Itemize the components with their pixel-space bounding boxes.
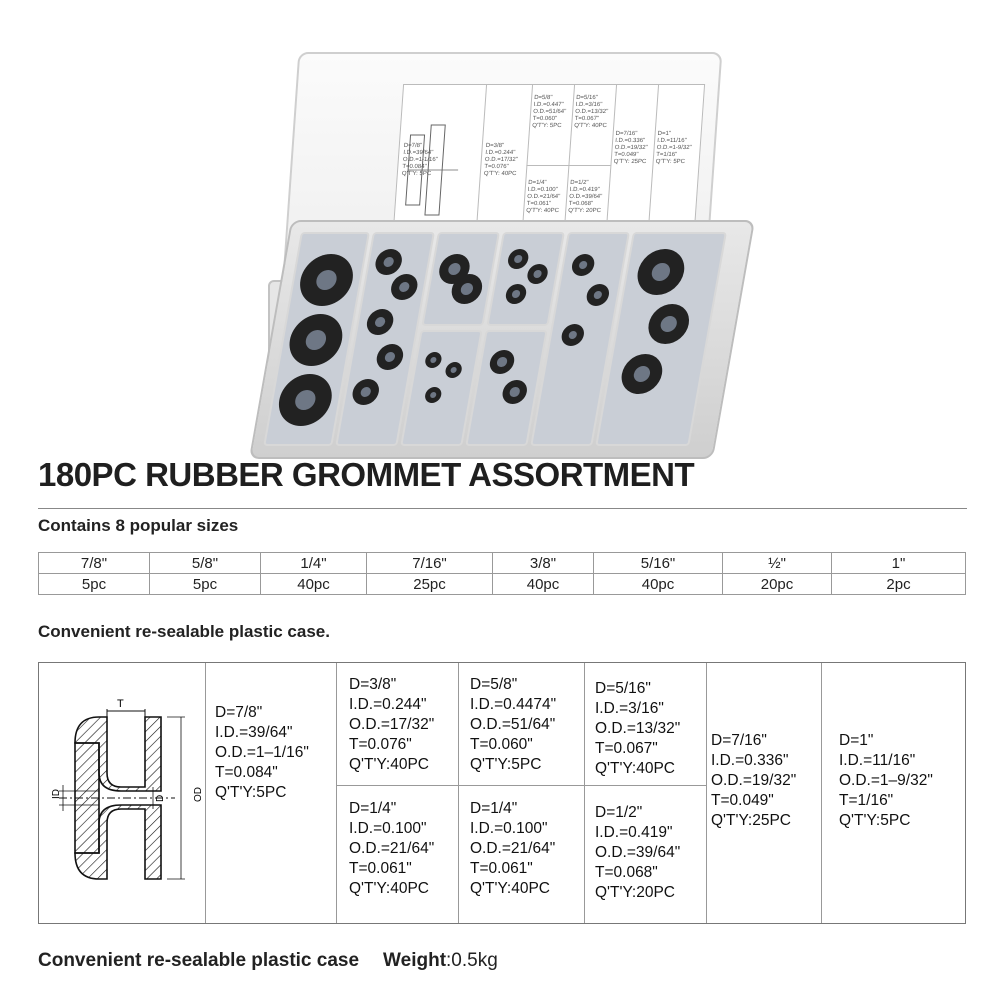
- title-divider: [38, 508, 967, 509]
- spec-line: T=0.060": [532, 116, 558, 122]
- spec-line: O.D.=17/32": [484, 157, 518, 163]
- spec-line: D=1/4": [527, 180, 547, 186]
- spec-line: T=0.084": [402, 164, 427, 170]
- diagram-label-d: D: [155, 794, 166, 802]
- count-cell: 5pc: [150, 574, 261, 595]
- lid-text-block: [613, 131, 648, 166]
- grommet: [506, 249, 530, 269]
- spec-line: T=0.061": [349, 860, 412, 877]
- lid-label-row: [526, 165, 610, 166]
- spec-line: Q'T'Y: 40PC: [573, 123, 608, 129]
- spec-line: T=0.067": [574, 116, 600, 122]
- spec-line: I.D.=11/16": [839, 752, 916, 769]
- spec-line: D=1/4": [349, 800, 397, 817]
- grommet: [585, 284, 611, 306]
- size-cell: 7/8": [39, 553, 150, 574]
- spec-table: [38, 662, 966, 924]
- spec-line: D=1": [657, 131, 672, 137]
- spec-line: D=5/8": [533, 95, 553, 101]
- footer: [38, 950, 498, 972]
- spec-line: D=7/8": [403, 143, 423, 149]
- spec-line: I.D.=0.100": [470, 820, 548, 837]
- count-cell: 25pc: [367, 574, 493, 595]
- spec-line: O.D.=39/64": [569, 194, 603, 200]
- footer-case-text: Convenient re-sealable plastic case: [38, 950, 360, 971]
- size-cell: 1": [832, 553, 966, 574]
- grommet: [618, 354, 665, 394]
- grommet: [365, 309, 396, 335]
- case-tray: [249, 220, 755, 459]
- count-cell: 20pc: [723, 574, 832, 595]
- spec-line: O.D.=51/64": [470, 716, 556, 733]
- grommet: [389, 274, 420, 300]
- spec-line: Q'T'Y: 25PC: [613, 159, 647, 165]
- grommet: [504, 284, 528, 304]
- spec-line: D=7/16": [615, 131, 638, 137]
- spec-line: D=5/8": [470, 676, 518, 693]
- count-cell: 40pc: [493, 574, 594, 595]
- sizes-table: [38, 552, 966, 595]
- lid-text-block: [532, 95, 567, 130]
- diagram-label-id: ID: [51, 789, 62, 799]
- lid-text-block: [655, 131, 692, 166]
- spec-line: D=1/2": [569, 180, 589, 186]
- spec-line: I.D.=0.419": [595, 824, 673, 841]
- spec-line: O.D.=1-9/32": [656, 145, 692, 151]
- lid-text-block: [484, 143, 519, 178]
- grommet: [444, 362, 463, 378]
- grommet: [375, 344, 406, 370]
- spec-line: T=0.060": [470, 736, 533, 753]
- spec-line: I.D.=0.100": [349, 820, 427, 837]
- grommet: [296, 254, 357, 306]
- lid-text-block: [526, 180, 561, 215]
- spec-line: O.D.=19/32": [614, 145, 648, 151]
- grommet: [285, 314, 346, 366]
- spec-line: T=0.067": [595, 740, 658, 757]
- spec-block-5-8: [470, 675, 556, 775]
- grommet: [424, 352, 443, 368]
- spec-block-7-8: [215, 703, 309, 803]
- spec-divider: [336, 663, 337, 923]
- spec-line: D=7/16": [711, 732, 767, 749]
- size-cell: 5/16": [594, 553, 723, 574]
- spec-block-1-2: [595, 803, 680, 903]
- spec-line: Q'T'Y:40PC: [349, 880, 430, 897]
- spec-block-3-8: [349, 675, 434, 775]
- spec-line: Q'T'Y:5PC: [215, 784, 287, 801]
- spec-divider: [205, 663, 206, 923]
- spec-line: I.D.=0.100": [527, 187, 558, 193]
- spec-line: O.D.=39/64": [595, 844, 681, 861]
- size-cell: 1/4": [261, 553, 367, 574]
- spec-line: Q'T'Y:5PC: [839, 812, 911, 829]
- grommet: [373, 249, 404, 275]
- spec-line: T=0.061": [470, 860, 533, 877]
- grommet: [424, 387, 443, 403]
- weight-label: Weight: [383, 950, 447, 971]
- grommet: [275, 374, 336, 426]
- spec-line: I.D.=3/16": [575, 102, 603, 108]
- spec-divider: [584, 663, 585, 923]
- grommet-cross-section-diagram: [45, 698, 204, 903]
- spec-line: Q'T'Y:25PC: [711, 812, 792, 829]
- spec-line: Q'T'Y: 40PC: [483, 171, 517, 177]
- grommet: [501, 380, 529, 404]
- spec-line: T=0.049": [711, 792, 774, 809]
- spec-line: I.D.=0.447": [533, 102, 564, 108]
- spec-line: Q'T'Y: 5PC: [401, 171, 432, 177]
- count-cell: 5pc: [39, 574, 150, 595]
- grommet: [570, 254, 596, 276]
- spec-line: D=3/8": [485, 143, 505, 149]
- spec-line: I.D.=3/16": [595, 700, 664, 717]
- spec-line: O.D.=21/64": [470, 840, 556, 857]
- grommet: [634, 249, 688, 295]
- lid-text-block: [402, 143, 439, 178]
- spec-line: T=0.061": [526, 201, 552, 207]
- spec-line: O.D.=21/64": [527, 194, 561, 200]
- count-cell: 2pc: [832, 574, 966, 595]
- spec-line: O.D.=21/64": [349, 840, 435, 857]
- spec-line: O.D.=51/64": [532, 109, 567, 115]
- spec-line: T=0.076": [349, 736, 412, 753]
- spec-line: I.D.=39/64": [403, 150, 434, 156]
- spec-block-5-16: [595, 679, 680, 779]
- spec-line: D=3/8": [349, 676, 397, 693]
- spec-line: Q'T'Y:40PC: [470, 880, 551, 897]
- spec-line: O.D.=1–9/32": [839, 772, 933, 789]
- spec-line: O.D.=17/32": [349, 716, 435, 733]
- grommet: [560, 324, 586, 346]
- spec-line: T=1/16": [839, 792, 894, 809]
- count-cell: 40pc: [261, 574, 367, 595]
- diagram-label-t: T: [117, 698, 124, 710]
- spec-line: Q'T'Y: 5PC: [655, 159, 686, 165]
- spec-line: D=5/16": [575, 95, 599, 101]
- spec-block-1: [839, 731, 933, 831]
- spec-block-7-16: [711, 731, 796, 831]
- spec-line: D=1": [839, 732, 874, 749]
- spec-line: I.D.=39/64": [215, 724, 293, 741]
- spec-line: D=5/16": [595, 680, 651, 697]
- sizes-row: [39, 553, 966, 574]
- count-cell: 40pc: [594, 574, 723, 595]
- spec-line: T=0.068": [595, 864, 658, 881]
- spec-line: O.D.=13/32": [595, 720, 681, 737]
- spec-line: I.D.=0.336": [614, 138, 646, 144]
- grommet: [526, 264, 550, 284]
- contains-heading: Contains 8 popular sizes: [38, 516, 239, 535]
- size-cell: 7/16": [367, 553, 493, 574]
- diagram-label-od: OD: [193, 787, 204, 802]
- spec-line: D=1/4": [470, 800, 518, 817]
- spec-line: Q'T'Y:40PC: [595, 760, 676, 777]
- spec-line: Q'T'Y:5PC: [470, 756, 542, 773]
- page-title: 180PC RUBBER GROMMET ASSORTMENT: [38, 456, 695, 493]
- spec-line: Q'T'Y:40PC: [349, 756, 430, 773]
- grommet: [350, 379, 381, 405]
- spec-block-1-4-b: [470, 799, 555, 899]
- spec-divider: [706, 663, 707, 923]
- product-photo: [250, 40, 750, 470]
- grommet: [645, 304, 692, 344]
- spec-divider: [458, 663, 459, 923]
- spec-divider: [821, 663, 822, 923]
- spec-line: T=0.084": [215, 764, 278, 781]
- spec-line: D=1/2": [595, 804, 643, 821]
- size-cell: 3/8": [493, 553, 594, 574]
- lid-text-block: [568, 180, 603, 215]
- weight-value: :0.5kg: [446, 950, 498, 971]
- case-heading: Convenient re-sealable plastic case.: [38, 622, 330, 641]
- size-cell: ½": [723, 553, 832, 574]
- spec-line: Q'T'Y: 5PC: [531, 123, 562, 129]
- spec-line: T=0.049": [613, 152, 639, 158]
- spec-line: D=7/8": [215, 704, 263, 721]
- spec-block-1-4: [349, 799, 434, 899]
- spec-line: I.D.=0.4474": [470, 696, 557, 713]
- spec-line: I.D.=0.244": [349, 696, 427, 713]
- spec-line: T=0.076": [484, 164, 509, 170]
- spec-line: T=0.068": [568, 201, 594, 207]
- spec-line: O.D.=1-1/16": [402, 157, 438, 163]
- lid-text-block: [574, 95, 609, 130]
- spec-line: I.D.=11/16": [656, 138, 687, 144]
- spec-line: Q'T'Y:20PC: [595, 884, 676, 901]
- spec-line: O.D.=1–1/16": [215, 744, 309, 761]
- grommet: [488, 350, 516, 374]
- spec-row-divider: [336, 785, 706, 786]
- spec-line: Q'T'Y: 20PC: [568, 208, 602, 214]
- spec-line: I.D.=0.336": [711, 752, 789, 769]
- size-cell: 5/8": [150, 553, 261, 574]
- spec-line: I.D.=0.419": [569, 187, 600, 193]
- spec-line: T=1/16": [655, 152, 678, 158]
- spec-line: I.D.=0.244": [485, 150, 516, 156]
- spec-line: Q'T'Y: 40PC: [526, 208, 560, 214]
- spec-line: O.D.=19/32": [711, 772, 797, 789]
- spec-line: O.D.=13/32": [574, 109, 609, 115]
- counts-row: [39, 574, 966, 595]
